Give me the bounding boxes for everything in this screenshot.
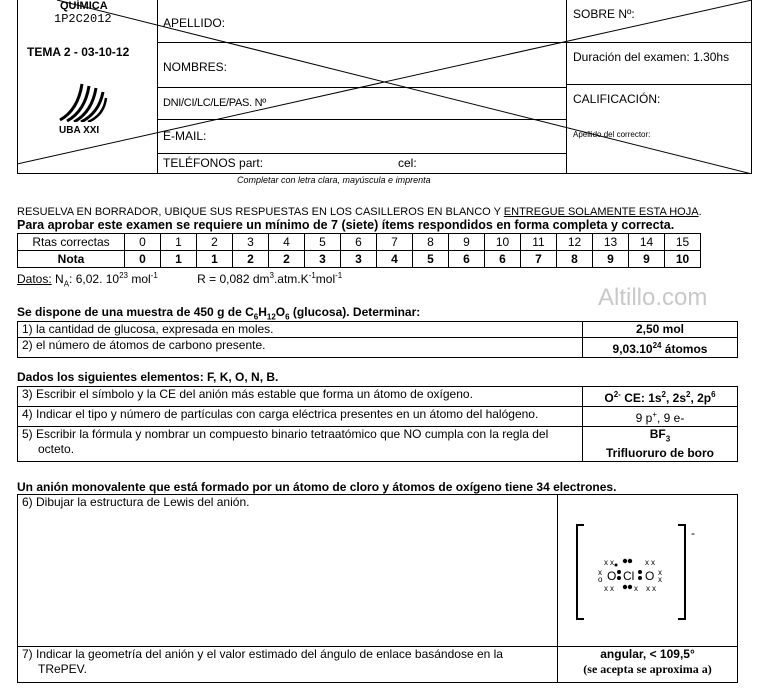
grade-cell: 14 [629,234,665,251]
course-code: 1P2C2012 [54,12,112,26]
grade-cell: 0 [125,234,161,251]
grade-cell: 4 [269,234,305,251]
grades-table [17,233,701,268]
svg-text:x: x [598,568,602,577]
question-2: 2) el número de átomos de carbono presente. [18,338,583,358]
avogadro-constant: $N_A$: 6,02. $10^{23}$ mol$^{-1}$ [55,271,158,289]
svg-text:x: x [658,575,662,584]
grade-cell: 7 [521,251,557,268]
answer-1: 2,50 mol [583,322,738,338]
svg-text:x: x [610,558,614,567]
grades-row-correctas [18,234,701,251]
lewis-bracket-right [678,525,685,619]
svg-text:x: x [634,584,638,593]
section2-title: Dados los siguientes elementos: F, K, O, N, B. [17,370,279,384]
instructions-emphasis: ENTREGUE SOLAMENTE ESTA HOJA [503,206,699,218]
grade-cell: 10 [485,234,521,251]
svg-text:x: x [646,584,650,593]
instructions-line1 [17,206,702,218]
answer-7: angular, < 109,5° (se acepta se aproxima a) [558,647,738,683]
grade-cell: 4 [377,251,413,268]
lewis-structure [572,517,742,647]
cel-label: cel: [398,156,417,170]
section1-title: Se dispone de una muestra de 450 g de $C_6H_{12}O_6$ (glucosa). Determinar: [17,305,421,322]
grade-cell: 10 [665,251,701,268]
grade-cell: 9 [449,234,485,251]
watermark: Altillo.com [598,284,708,311]
svg-text:x: x [604,584,608,593]
question-6: 6) Dibujar la estructura de Lewis del anión. [18,495,558,647]
datos-line [17,271,342,288]
grade-cell: 9 [593,251,629,268]
grade-cell: 6 [341,234,377,251]
grades-row-label: Rtas correctas [18,234,125,251]
question-row [18,495,738,647]
section1-table [17,321,738,358]
grade-cell: 2 [269,251,305,268]
instructions-text: RESUELVA EN BORRADOR, UBIQUE SUS RESPUESTAS EN LOS CASILLEROS EN BLANCO Y [17,206,504,218]
uba-logo-icon [58,80,108,122]
tema-label: TEMA 2 - 03-10-12 [27,45,130,59]
grade-cell: 2 [197,234,233,251]
grade-cell: 12 [557,234,593,251]
lewis-atom-o1: O [607,569,617,583]
answer-4: 9 p+, 9 e- [583,407,738,427]
grade-cell: 9 [629,251,665,268]
grade-cell: 3 [233,234,269,251]
answer-5: $BF_3$ Trifluoruro de boro [583,427,738,462]
subject-label: QUÍMICA [60,0,108,12]
grades-row-nota [18,251,701,268]
question-row [18,338,738,358]
cross-out-lines [17,0,752,174]
section3-table [17,494,738,683]
svg-text:x: x [658,568,662,577]
svg-text:o: o [598,575,603,584]
question-row [18,427,738,462]
sobre-label: SOBRE Nº: [573,7,635,21]
question-row [18,322,738,338]
instructions-line2: Para aprobar este examen se requiere un mínimo de 7 (siete) ítems respondidos en forma completa y correcta. [17,218,675,232]
logo-text: UBA XXI [59,125,100,136]
section3-title: Un anión monovalente que está formado por un átomo de cloro y átomos de oxígeno tiene 34 electrones. [17,480,617,494]
grade-cell: 3 [305,251,341,268]
question-row [18,647,738,683]
grade-cell: 1 [161,251,197,268]
grade-cell: 5 [413,251,449,268]
question-5: 5) Escribir la fórmula y nombrar un compuesto binario tetraatómico que NO cumpla con la regla del octeto. [18,427,583,462]
svg-text:x: x [645,558,649,567]
grades-row-label: Nota [18,251,125,268]
answer-6 [558,495,738,647]
grade-cell: 13 [593,234,629,251]
grade-cell: 1 [197,251,233,268]
grade-cell: 0 [125,251,161,268]
svg-text:x: x [652,584,656,593]
fill-note: Completar con letra clara, mayúscula e imprenta [237,175,431,185]
grade-cell: 1 [161,234,197,251]
datos-label: Datos: [17,272,52,286]
grade-cell: 8 [557,251,593,268]
corrector-label: Apellido del corrector: [573,130,651,139]
question-row [18,407,738,427]
question-1: 1) la cantidad de glucosa, expresada en moles. [18,322,583,338]
dni-label: DNI/CI/LC/LE/PAS. Nº [163,97,266,109]
grade-cell: 6 [485,251,521,268]
answer-3: $O^{2-}$ CE: $1s^2$, $2s^2$, $2p^6$ [583,387,738,407]
lewis-atom-cl: Cl [623,569,635,583]
grade-cell: 7 [377,234,413,251]
nombres-label: NOMBRES: [163,60,228,74]
grade-cell: 5 [305,234,341,251]
grade-cell: 3 [341,251,377,268]
calificacion-label: CALIFICACIÓN: [573,92,661,106]
answer-2: 9,03.10$^{24}$ átomos [583,338,738,358]
gas-constant: R = 0,082 $dm^3.atm.K^{-1}mol^{-1}$ [197,271,343,286]
email-label: E-MAIL: [163,129,207,143]
svg-text:x: x [651,558,655,567]
question-7: 7) Indicar la geometría del anión y el valor estimado del ángulo de enlace basándose en la TRePEV. [18,647,558,683]
grade-cell: 11 [521,234,557,251]
lewis-atom-o2: O [645,569,655,583]
telefonos-label: TELÉFONOS part: [163,156,264,170]
lewis-bracket-left [577,525,584,619]
grade-cell: 8 [413,234,449,251]
grade-cell: 2 [233,251,269,268]
grade-cell: 6 [449,251,485,268]
svg-text:x: x [604,558,608,567]
instructions-period: . [698,206,702,218]
grade-cell: 15 [665,234,701,251]
svg-text:x: x [610,584,614,593]
lewis-charge: - [691,526,695,540]
section2-table [17,386,738,462]
apellido-label: APELLIDO: [163,16,226,30]
duracion-label: Duración del examen: 1.30hs [573,50,730,64]
question-4: 4) Indicar el tipo y número de partículas con carga eléctrica presentes en un átomo del halógeno. [18,407,583,427]
question-row [18,387,738,407]
question-3: 3) Escribir el símbolo y la CE del anión más estable que forma un átomo de oxígeno. [18,387,583,407]
